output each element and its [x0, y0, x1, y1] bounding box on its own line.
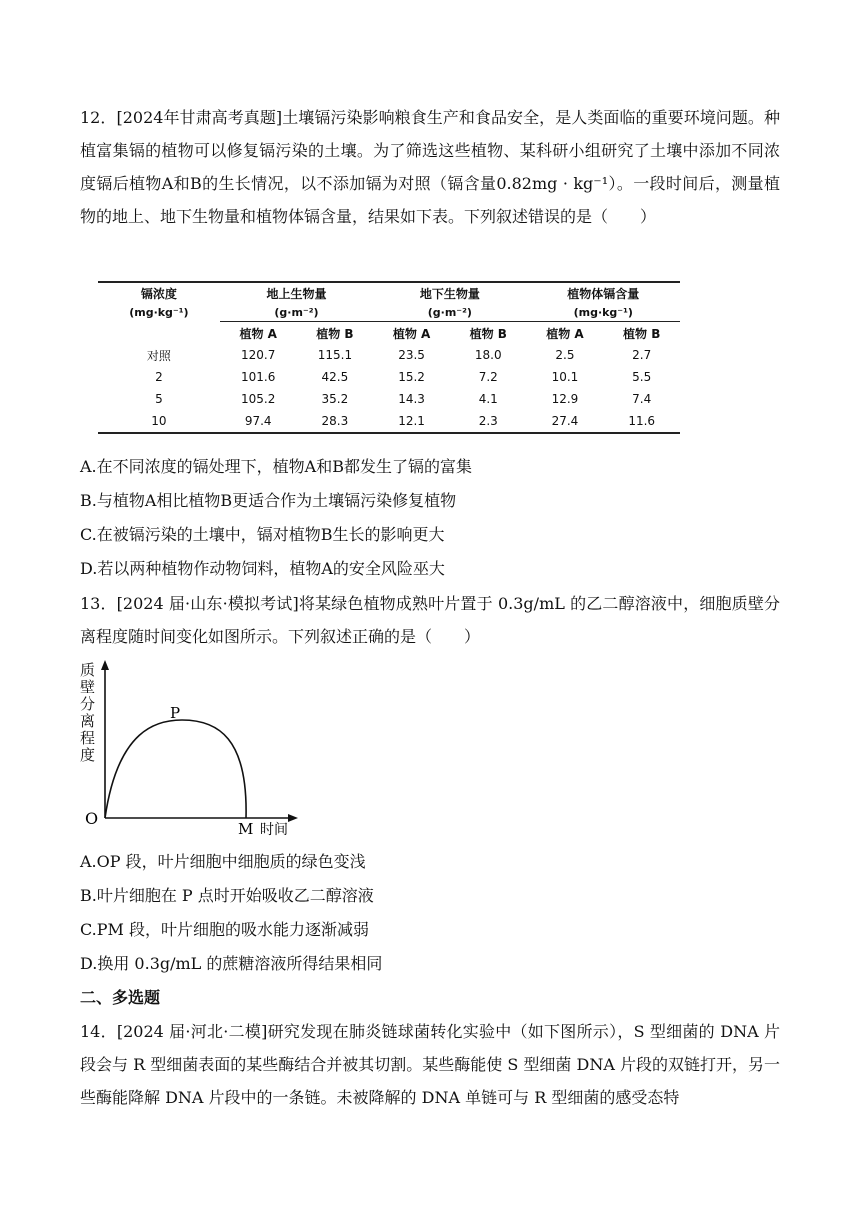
q12-option-c[interactable]: C.在被镉污染的土壤中，镉对植物B生长的影响更大	[80, 525, 445, 544]
table-cell: 27.4	[551, 414, 579, 428]
table-sub-header: 植物 B	[450, 322, 527, 345]
table-header-group-2: 地下生物量	[419, 286, 480, 301]
table-sub-header: 植物 B	[603, 322, 680, 345]
table-cell: 对照	[146, 348, 171, 363]
table-cell: 7.4	[632, 392, 652, 406]
table-cell: 15.2	[398, 370, 425, 384]
graph-end-label: M	[238, 820, 254, 838]
graph-y-label: 质壁分离程度	[80, 661, 96, 764]
table-cell: 101.6	[241, 370, 276, 384]
table-header-group-1: 地上生物量	[266, 286, 327, 301]
table-cell: 7.2	[478, 370, 498, 384]
table-sub-header: 植物 B	[297, 322, 374, 345]
q13-option-d[interactable]: D.换用 0.3g/mL 的蔗糖溶液所得结果相同	[80, 954, 383, 973]
table-cell: 115.1	[317, 348, 353, 362]
question-13-text: 13．[2024 届·山东·模拟考试]将某绿色植物成熟叶片置于 0.3g/mL 的乙二醇溶液中，细胞质壁分离程度随时间变化如图所示。下列叙述正确的是（ ）	[80, 594, 780, 646]
graph-x-label: 时间	[260, 822, 288, 838]
table-cell: 11.6	[628, 414, 656, 428]
table-cell: 2.3	[478, 414, 498, 428]
graph-y-arrow	[101, 660, 109, 670]
table-row	[98, 366, 680, 388]
q12-option-d[interactable]: D.若以两种植物作动物饲料，植物A的安全风险巫大	[80, 559, 445, 578]
table-sub-header: 植物 A	[373, 322, 450, 345]
question-14-text: 14．[2024 届·河北·二模]研究发现在肺炎链球菌转化实验中（如下图所示），S 型细菌的 DNA 片段会与 R 型细菌表面的某些酶结合并被其切割。某些酶能使 S 型细菌 DNA 片段的双链打开，另一些酶能降解 DNA 片段中的一条链。未被降解的 DNA 单链可与 R 型细菌的感受态特	[80, 1022, 780, 1107]
table-cell: 5	[155, 392, 163, 406]
table-unit-group-3: (mg·kg⁻¹)	[573, 305, 633, 319]
table-row	[98, 410, 680, 433]
q12-option-a[interactable]: A.在不同浓度的镉处理下，植物A和B都发生了镉的富集	[80, 457, 472, 476]
cadmium-table	[98, 281, 680, 434]
graph-x-arrow	[288, 814, 298, 822]
table-cell: 2.5	[555, 348, 575, 362]
table-cell: 35.2	[321, 392, 349, 406]
table-cell: 5.5	[632, 370, 652, 384]
table-unit-group-2: (g·m⁻²)	[427, 305, 472, 319]
table-row	[98, 344, 680, 366]
table-header-cadmium: 镉浓度	[140, 286, 177, 301]
graph-origin-label: O	[85, 809, 99, 828]
plasmolysis-graph	[78, 658, 308, 840]
table-cell: 42.5	[321, 370, 349, 384]
table-sub-header: 植物 A	[527, 322, 604, 345]
table-cell: 4.1	[478, 392, 498, 406]
section-title: 二、多选题	[80, 988, 161, 1007]
graph-curve	[105, 720, 246, 818]
table-cell: 18.0	[474, 348, 502, 362]
table-cell: 14.3	[398, 392, 425, 406]
q13-option-b[interactable]: B.叶片细胞在 P 点时开始吸收乙二醇溶液	[80, 886, 374, 905]
q13-option-c[interactable]: C.PM 段，叶片细胞的吸水能力逐渐减弱	[80, 920, 369, 939]
table-row	[98, 388, 680, 410]
table-sub-header: 植物 A	[220, 322, 297, 345]
table-cell: 10.1	[551, 370, 579, 384]
table-cell: 2.7	[632, 348, 652, 362]
table-unit-group-1: (g·m⁻²)	[274, 305, 319, 319]
table-cell: 105.2	[241, 392, 276, 406]
table-cell: 28.3	[321, 414, 349, 428]
table-cell: 97.4	[244, 414, 272, 428]
table-header-group-3: 植物体镉含量	[567, 286, 640, 301]
table-cell: 120.7	[241, 348, 276, 362]
table-cell: 10	[151, 414, 167, 428]
table-unit-cadmium: (mg·kg⁻¹)	[129, 305, 189, 319]
question-12-text: 12．[2024年甘肃高考真题]土壤镉污染影响粮食生产和食品安全，是人类面临的重要环境问题。种植富集镉的植物可以修复镉污染的土壤。为了筛选这些植物、某科研小组研究了土壤中添加不同浓度镉后植物A和B的生长情况，以不添加镉为对照（镉含量0.82mg · kg⁻¹）。一段时间后，测量植物的地上、地下生物量和植物体镉含量，结果如下表。下列叙述错误的是（ ）	[80, 108, 780, 226]
table-cell: 12.9	[551, 392, 579, 406]
table-cell: 23.5	[398, 348, 425, 362]
graph-peak-label: P	[170, 704, 181, 722]
table-cell: 12.1	[398, 414, 425, 428]
q13-option-a[interactable]: A.OP 段，叶片细胞中细胞质的绿色变浅	[80, 852, 366, 871]
q12-option-b[interactable]: B.与植物A相比植物B更适合作为土壤镉污染修复植物	[80, 491, 457, 510]
table-cell: 2	[155, 370, 163, 384]
